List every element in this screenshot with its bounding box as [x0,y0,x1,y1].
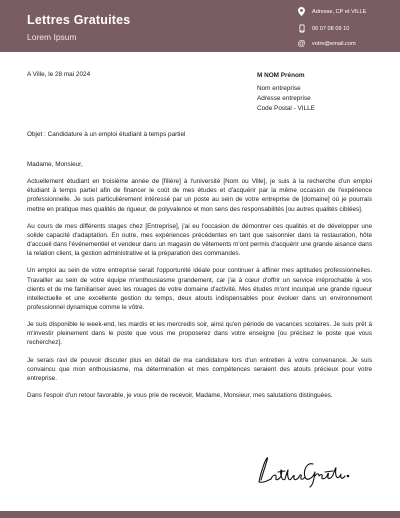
contact-address [297,7,366,16]
paragraph-3: Un emploi au sein de votre entreprise serait l'opportunité idéale pour continuer à affiner mes aptitudes professionnelles. Travailler au sein de votre équipe m'enthousiasme grandement, car j'ai à cœur d'offrir un service irréprochable à vos clients et de me familiariser avec les rouages de votre domaine d'activité. Mes études m'ont inculqué une grande rigueur intellectuelle et une excellente gestion du temps, deux atouts indispensables pour évoluer dans un environnement professionnel dynamique comme le vôtre. [27,267,372,311]
contact-email-text: votre@email.com [312,40,356,47]
closing-paragraph: Dans l'espoir d'un retour favorable, je vous prie de recevoir, Madame, Monsieur, mes salutations distinguées. [27,392,333,399]
paragraph-5: Je serais ravi de pouvoir discuter plus en détail de ma candidature lors d'un entretien à votre convenance. Je suis convaincu que mon enthousiasme, ma détermination et mes compétences seraient des atouts précieux pour votre entreprise. [27,356,372,382]
paragraph-2: Au cours de mes différents stages chez [Entreprise], j'ai eu l'occasion de démontrer ces qualités et de développer une solide capacité d'adaptation. En outre, mes expériences précédentes en tant que saisonnier dans la restauration, hôte d'accueil dans l'événementiel et vendeur dans un magasin de vêtements m'ont permis d'acquérir une grande aisance dans la relation client, la gestion administrative et la préparation des commandes. [27,222,372,258]
letter-object: Objet : Candidature à un emploi étudiant à temps partiel [27,131,186,138]
letter-body [27,160,372,408]
footer-bar [0,511,400,518]
contact-phone-text: 06 07 08 09 10 [312,25,350,32]
letter-date: A Ville, le 28 mai 2024 [27,71,91,78]
phone-icon [297,24,306,33]
handwritten-signature [255,452,355,493]
recipient-name: M NOM Prénom [257,72,305,79]
brand-title: Lettres Gratuites [27,13,131,27]
recipient-postal: Code Postal - VILLE [257,105,315,112]
recipient-company: Nom entreprise [257,85,301,92]
salutation: Madame, Monsieur, [27,161,83,168]
recipient-block [257,71,315,114]
contact-email [297,39,356,48]
paragraph-4: Je suis disponible le week-end, les mardis et les mercredis soir, ainsi qu'en période de vacances scolaires. Je suis prêt à m'investir pleinement dans le poste que vous me proposerez dans votre enseigne [ou précisez le poste que vous recherchez]. [27,321,372,347]
at-sign-icon: @ [297,39,306,48]
recipient-address: Adresse entreprise [257,95,311,102]
contact-address-text: Adresse, CP et VILLE [312,8,367,15]
paragraph-1: Actuellement étudiant en troisième année de [filière] à l'université [Nom ou Ville], je suis à la recherche d'un emploi étudiant à temps partiel afin de financer le coût de mes études et d'acquérir par la même occasion de l'expérience professionnelle. Je suis particulièrement intéressé par un poste au sein de votre entreprise de [domaine] où je pourrais mettre en pratique mes qualités de rigueur, de polyvalence et mon sens des responsabilités [ou autres qualités ciblées]. [27,178,372,213]
brand-subtitle: Lorem Ipsum [27,32,77,42]
contact-phone [297,24,349,33]
location-pin-icon [297,7,306,16]
header-banner [0,0,400,52]
